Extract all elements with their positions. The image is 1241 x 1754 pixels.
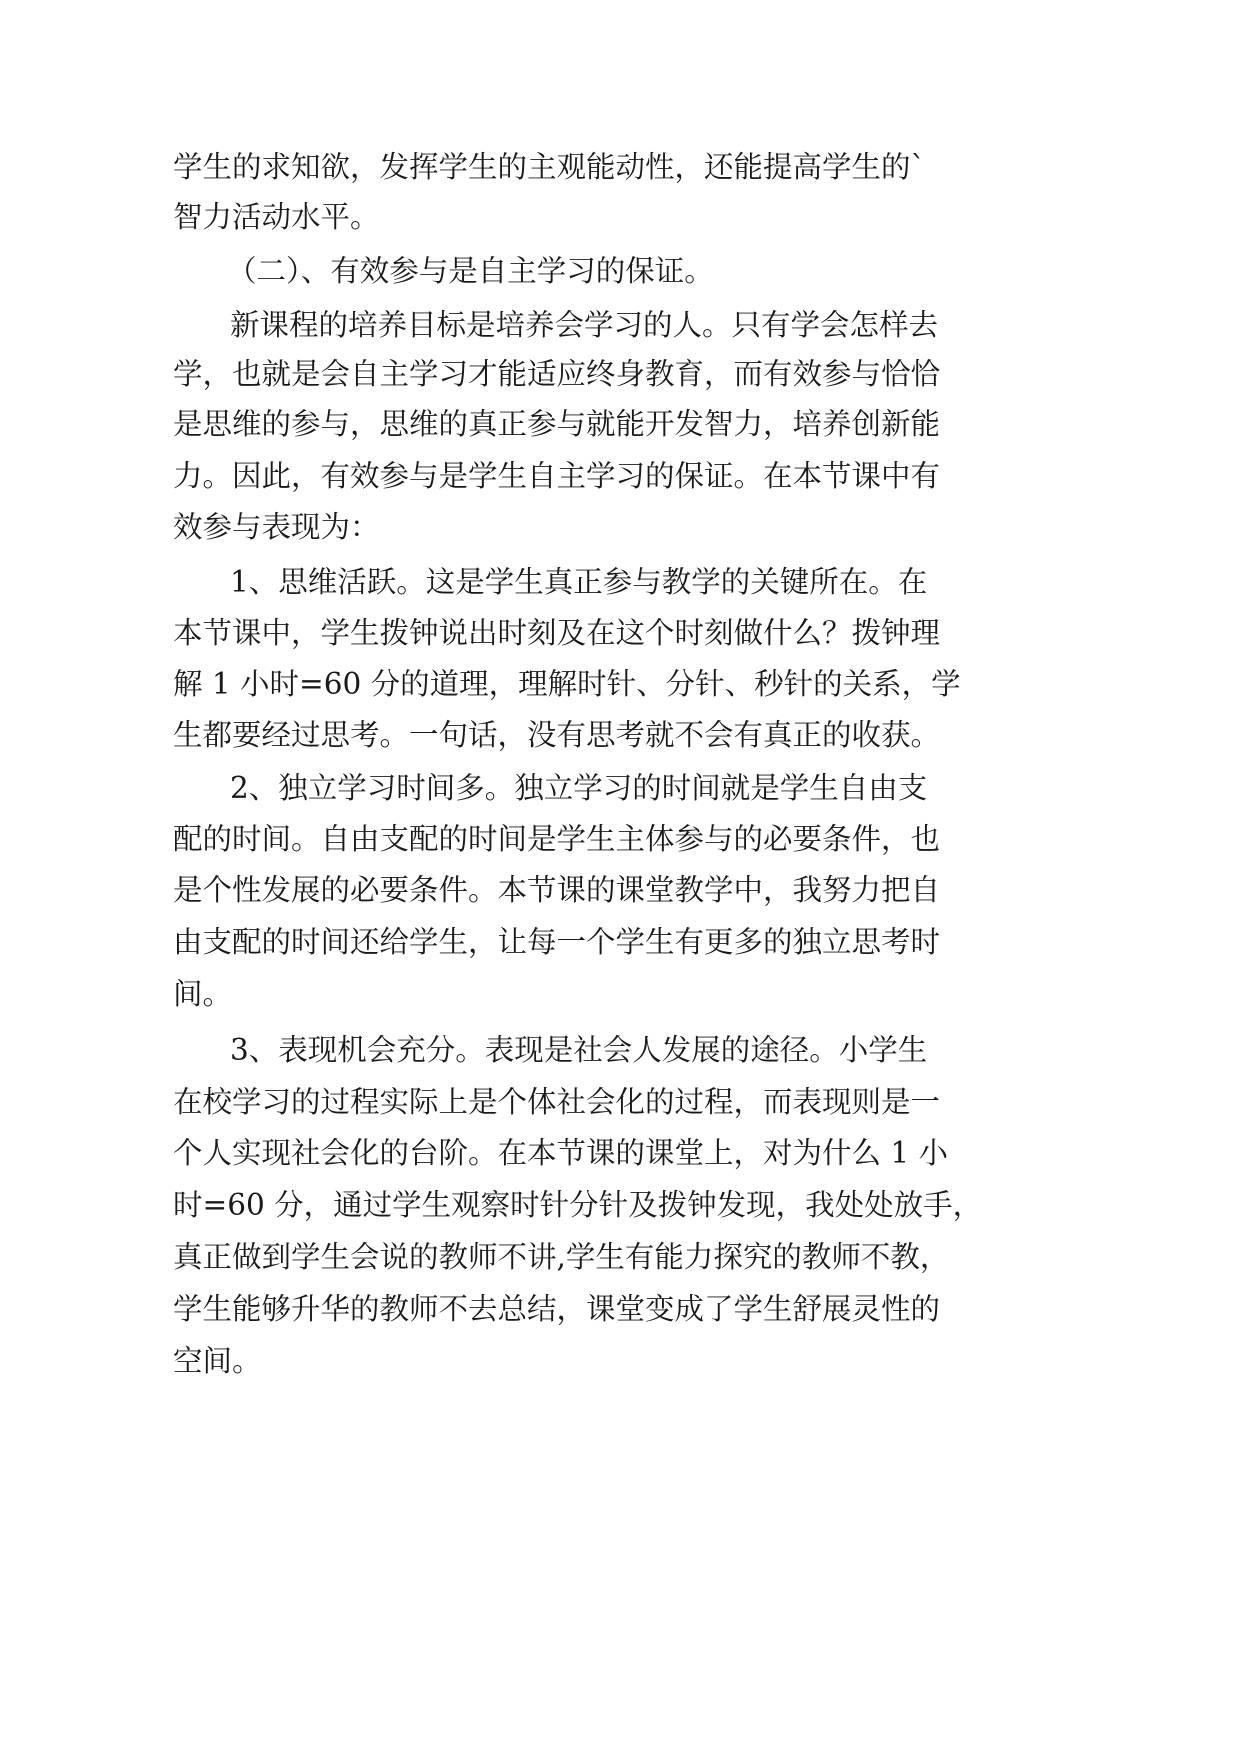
text-line: 学，也就是会自主学习才能适应终身教育，而有效参与恰恰 <box>173 357 941 391</box>
text-line: 间。 <box>173 977 233 1011</box>
text-line: 2、独立学习时间多。独立学习的时间就是学生自由支 <box>230 771 928 805</box>
text-line: 个人实现社会化的台阶。在本节课的课堂上，对为什么 1 小 <box>173 1136 949 1170</box>
text-line: 本节课中，学生拨钟说出时刻及在这个时刻做什么？拨钟理 <box>173 616 941 650</box>
text-line: 时=60 分，通过学生观察时针分针及拨钟发现，我处处放手， <box>173 1188 983 1222</box>
text-line: 学生能够升华的教师不去总结，课堂变成了学生舒展灵性的 <box>173 1292 941 1326</box>
text-line: 配的时间。自由支配的时间是学生主体参与的必要条件，也 <box>173 822 941 856</box>
text-line: 是思维的参与，思维的真正参与就能开发智力，培养创新能 <box>173 407 941 441</box>
text-line: 由支配的时间还给学生，让每一个学生有更多的独立思考时 <box>173 925 941 959</box>
text-line: 学生的求知欲，发挥学生的主观能动性，还能提高学生的` <box>173 150 926 184</box>
text-line: 智力活动水平。 <box>173 200 380 234</box>
text-line: 1、思维活跃。这是学生真正参与教学的关键所在。在 <box>230 565 928 599</box>
text-line: 在校学习的过程实际上是个体社会化的过程，而表现则是一 <box>173 1085 941 1119</box>
text-line: 力。因此，有效参与是学生自主学习的保证。在本节课中有 <box>173 459 941 493</box>
text-line: 解 1 小时=60 分的道理，理解时针、分针、秒针的关系，学 <box>173 667 961 701</box>
section-heading: （二）、有效参与是自主学习的保证。 <box>227 254 714 288</box>
text-line: 真正做到学生会说的教师不讲,学生有能力探究的教师不教， <box>173 1240 950 1274</box>
text-line: 新课程的培养目标是培养会学习的人。只有学会怎样去 <box>230 308 939 342</box>
text-line: 效参与表现为： <box>173 510 380 544</box>
text-line: 生都要经过思考。一句话，没有思考就不会有真正的收获。 <box>173 718 941 752</box>
text-line: 3、表现机会充分。表现是社会人发展的途径。小学生 <box>230 1033 928 1067</box>
text-line: 空间。 <box>173 1344 262 1378</box>
text-line: 是个性发展的必要条件。本节课的课堂教学中，我努力把自 <box>173 873 941 907</box>
